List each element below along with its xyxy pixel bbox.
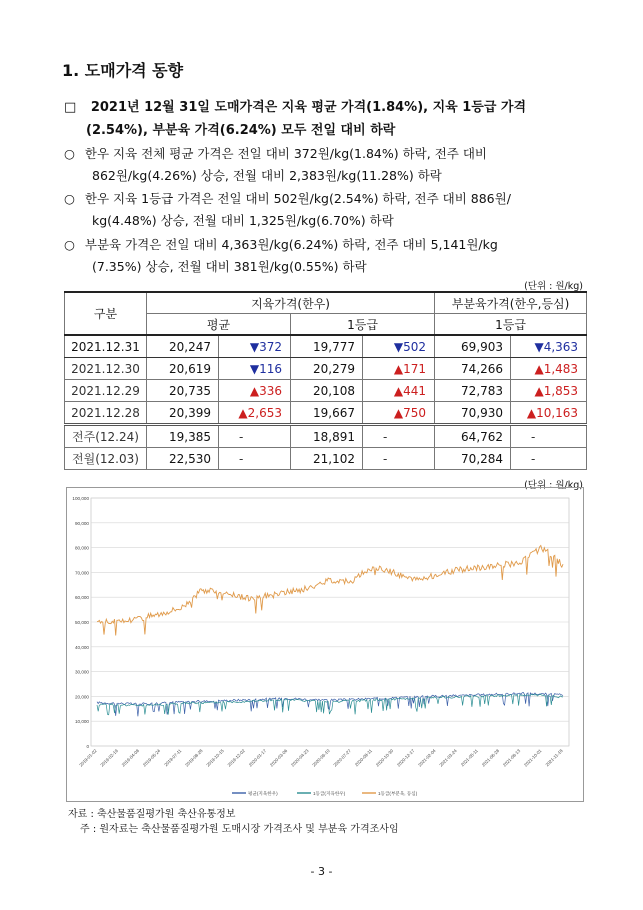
table-row bbox=[65, 335, 587, 358]
y-tick-label: 90,000 bbox=[74, 520, 89, 526]
grade1-change: ▼502 bbox=[363, 335, 435, 358]
row-date: 2021.12.29 bbox=[65, 380, 147, 402]
x-tick-label: 2019-05-24 bbox=[141, 748, 162, 768]
header-gubun: 구분 bbox=[65, 292, 147, 335]
table-row bbox=[65, 425, 587, 448]
header-grade1: 1등급 bbox=[291, 314, 435, 336]
x-tick-label: 2021-10-01 bbox=[523, 748, 543, 768]
y-tick-label: 10,000 bbox=[74, 719, 89, 725]
bullet-1-line-2: 862원/kg(4.26%) 상승, 전월 대비 2,383원/kg(11.28%) 하락 bbox=[92, 168, 442, 183]
avg-price: 22,530 bbox=[147, 448, 219, 470]
bullet-2 bbox=[64, 189, 511, 207]
price-chart bbox=[66, 487, 584, 802]
x-tick-label: 2021-06-28 bbox=[480, 748, 501, 768]
headline-text-1: 2021년 12월 31일 도매가격은 지육 평균 가격(1.84%), 지육 1등급 가격 bbox=[90, 100, 527, 115]
headline-box-mark: □ bbox=[64, 100, 77, 115]
note-text: 주 : 원자료는 축산물품질평가원 도매시장 가격조사 및 부분육 가격조사임 bbox=[80, 824, 399, 835]
grade1-price: 20,108 bbox=[291, 380, 363, 402]
table-unit-label: (단위 : 원/kg) bbox=[524, 281, 583, 292]
header-bubun: 부분육가격(한우,등심) bbox=[435, 292, 587, 314]
part-change: ▲1,483 bbox=[511, 358, 587, 380]
row-date: 2021.12.28 bbox=[65, 402, 147, 425]
source-text: 자료 : 축산물품질평가원 축산유통정보 bbox=[68, 809, 236, 820]
grade1-change: - bbox=[363, 425, 435, 448]
row-date: 전월(12.03) bbox=[65, 448, 147, 470]
y-tick-label: 100,000 bbox=[72, 496, 89, 501]
part-price: 64,762 bbox=[435, 425, 511, 448]
x-tick-label: 2020-12-17 bbox=[396, 748, 416, 768]
x-tick-label: 2021-02-04 bbox=[417, 748, 437, 768]
headline-text-2: (2.54%), 부분육 가격(6.24%) 모두 전일 대비 하락 bbox=[86, 123, 396, 138]
row-date: 전주(12.24) bbox=[65, 425, 147, 448]
avg-change: ▼116 bbox=[219, 358, 291, 380]
y-tick-label: 70,000 bbox=[74, 570, 89, 576]
y-tick-label: 80,000 bbox=[74, 545, 89, 551]
grade1-price: 19,667 bbox=[291, 402, 363, 425]
avg-price: 19,385 bbox=[147, 425, 219, 448]
avg-change: - bbox=[219, 448, 291, 470]
x-tick-label: 2021-11-18 bbox=[544, 748, 564, 768]
row-date: 2021.12.31 bbox=[65, 335, 147, 358]
x-tick-label: 2020-03-06 bbox=[268, 748, 289, 768]
x-tick-label: 2021-03-24 bbox=[438, 748, 458, 768]
x-tick-label: 2020-10-30 bbox=[374, 748, 395, 768]
section-title: 1. 도매가격 동향 bbox=[62, 61, 184, 80]
header-grade1-part: 1등급 bbox=[435, 314, 587, 336]
bullet-3-line-2: (7.35%) 상승, 전월 대비 381원/kg(0.55%) 하락 bbox=[92, 259, 367, 274]
part-change: ▲1,853 bbox=[511, 380, 587, 402]
bullet-3-line-1: 부분육 가격은 전일 대비 4,363원/kg(6.24%) 하락, 전주 대비 5,141원/kg bbox=[84, 237, 498, 252]
grade1-change: ▲171 bbox=[363, 358, 435, 380]
table-row bbox=[65, 402, 587, 425]
x-tick-label: 2019-01-02 bbox=[78, 748, 98, 768]
bullet-3 bbox=[64, 235, 498, 253]
table-header-row-1 bbox=[65, 292, 587, 314]
avg-price: 20,399 bbox=[147, 402, 219, 425]
x-tick-label: 2019-08-28 bbox=[184, 748, 204, 768]
part-price: 69,903 bbox=[435, 335, 511, 358]
x-tick-label: 2020-01-17 bbox=[247, 748, 268, 768]
part-change: ▼4,363 bbox=[511, 335, 587, 358]
x-tick-label: 2021-08-13 bbox=[501, 748, 522, 768]
bullet-1 bbox=[64, 144, 487, 162]
avg-price: 20,619 bbox=[147, 358, 219, 380]
table-row bbox=[65, 358, 587, 380]
avg-change: - bbox=[219, 425, 291, 448]
legend-label: 평균(지육한우) bbox=[248, 791, 278, 796]
legend-label: 1등급(지육한우) bbox=[313, 791, 346, 796]
x-tick-label: 2019-02-19 bbox=[99, 748, 119, 768]
avg-price: 20,735 bbox=[147, 380, 219, 402]
grade1-price: 19,777 bbox=[291, 335, 363, 358]
y-tick-label: 30,000 bbox=[74, 669, 89, 675]
avg-change: ▼372 bbox=[219, 335, 291, 358]
x-tick-label: 2020-06-10 bbox=[311, 748, 331, 768]
y-tick-label: 20,000 bbox=[74, 694, 89, 700]
part-change: - bbox=[511, 425, 587, 448]
grade1-price: 21,102 bbox=[291, 448, 363, 470]
x-tick-label: 2020-07-27 bbox=[332, 748, 352, 768]
bullet-mark: ○ bbox=[64, 146, 75, 161]
grade1-change: - bbox=[363, 448, 435, 470]
grade1-change: ▲750 bbox=[363, 402, 435, 425]
part-change: ▲10,163 bbox=[511, 402, 587, 425]
y-tick-label: 60,000 bbox=[74, 595, 89, 601]
legend-label: 1등급(부분육, 등심) bbox=[378, 791, 418, 796]
y-tick-label: 0 bbox=[86, 744, 89, 749]
page-number: - 3 - bbox=[310, 865, 333, 878]
table-row bbox=[65, 448, 587, 470]
avg-change: ▲2,653 bbox=[219, 402, 291, 425]
bullet-2-line-2: kg(4.48%) 상승, 전월 대비 1,325원/kg(6.70%) 하락 bbox=[92, 213, 394, 228]
grade1-change: ▲441 bbox=[363, 380, 435, 402]
price-chart-svg bbox=[67, 488, 583, 801]
header-jiyuk: 지육가격(한우) bbox=[147, 292, 435, 314]
bullet-mark: ○ bbox=[64, 237, 75, 252]
table-row bbox=[65, 380, 587, 402]
price-table bbox=[64, 291, 587, 470]
grade1-price: 18,891 bbox=[291, 425, 363, 448]
bullet-1-line-1: 한우 지육 전체 평균 가격은 전일 대비 372원/kg(1.84%) 하락, 전주 대비 bbox=[84, 146, 487, 161]
header-avg: 평균 bbox=[147, 314, 291, 336]
y-tick-label: 50,000 bbox=[74, 620, 89, 625]
part-price: 70,930 bbox=[435, 402, 511, 425]
x-tick-label: 2020-04-23 bbox=[290, 748, 310, 768]
x-tick-label: 2019-12-02 bbox=[226, 748, 246, 768]
y-tick-label: 40,000 bbox=[74, 644, 89, 650]
x-tick-label: 2019-04-08 bbox=[120, 748, 141, 768]
bullet-2-line-1: 한우 지육 1등급 가격은 전일 대비 502원/kg(2.54%) 하락, 전주 대비 886원/ bbox=[84, 191, 511, 206]
chart-unit-label: (단위 : 원/kg) bbox=[524, 480, 583, 491]
x-tick-label: 2020-09-11 bbox=[353, 748, 374, 768]
bullet-mark: ○ bbox=[64, 191, 75, 206]
x-tick-label: 2021-05-11 bbox=[459, 748, 479, 768]
x-tick-label: 2019-07-11 bbox=[163, 748, 183, 768]
grade1-price: 20,279 bbox=[291, 358, 363, 380]
part-price: 74,266 bbox=[435, 358, 511, 380]
avg-price: 20,247 bbox=[147, 335, 219, 358]
row-date: 2021.12.30 bbox=[65, 358, 147, 380]
headline-line-1 bbox=[64, 96, 526, 115]
part-price: 70,284 bbox=[435, 448, 511, 470]
x-tick-label: 2019-10-15 bbox=[205, 748, 225, 768]
part-price: 72,783 bbox=[435, 380, 511, 402]
part-change: - bbox=[511, 448, 587, 470]
avg-change: ▲336 bbox=[219, 380, 291, 402]
